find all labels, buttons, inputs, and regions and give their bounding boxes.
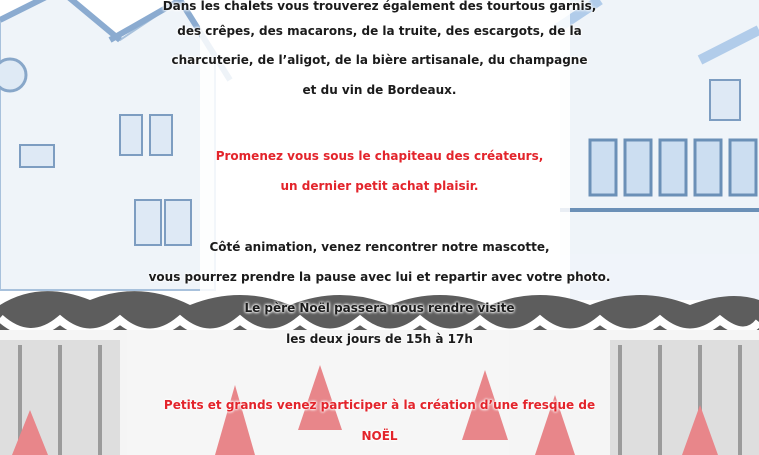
fresque-line-2: NOËL bbox=[361, 429, 398, 443]
chapiteau-line-2: un dernier petit achat plaisir. bbox=[280, 179, 479, 193]
food-line-3: charcuterie, de l’aligot, de la bière artisanale, du champagne bbox=[171, 53, 588, 67]
food-line-1: Dans les chalets vous trouverez également des tourtous garnis, bbox=[162, 0, 597, 13]
fresque-line-1: Petits et grands venez participer à la création d’une fresque de bbox=[163, 398, 596, 412]
food-line-4: et du vin de Bordeaux. bbox=[302, 83, 457, 97]
animation-line-3: Le père Noël passera nous rendre visite bbox=[244, 301, 515, 315]
animation-line-1: Côté animation, venez rencontrer notre mascotte, bbox=[209, 240, 550, 254]
animation-line-4: les deux jours de 15h à 17h bbox=[286, 332, 473, 346]
chapiteau-line-1: Promenez vous sous le chapiteau des créateurs, bbox=[215, 149, 544, 163]
food-line-2: des crêpes, des macarons, de la truite, des escargots, de la bbox=[177, 24, 582, 38]
animation-line-2: vous pourrez prendre la pause avec lui et repartir avec votre photo. bbox=[148, 270, 611, 284]
